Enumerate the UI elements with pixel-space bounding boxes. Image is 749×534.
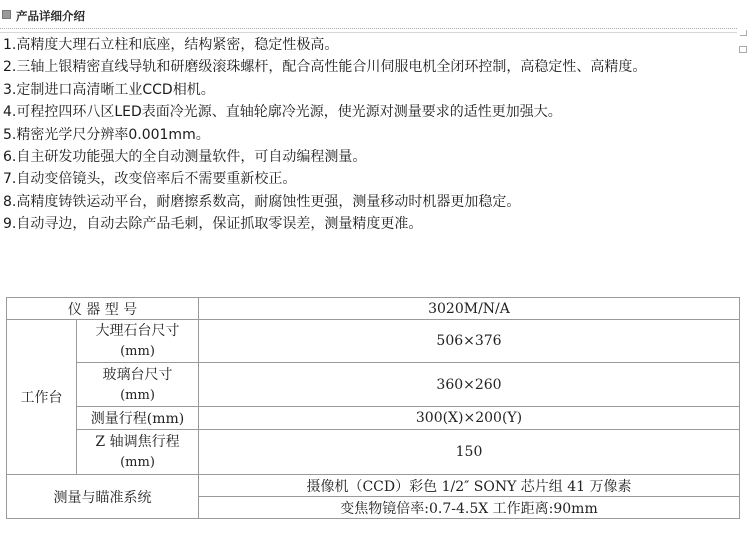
model-value: 3020M/N/A — [199, 298, 740, 320]
marble-size-label-text: 大理石台尺寸 — [95, 323, 180, 339]
feature-item-1: 1.高精度大理石立柱和底座，结构紧密，稳定性极高。 — [3, 37, 339, 53]
header-divider — [0, 28, 737, 29]
table-row — [7, 363, 740, 407]
feature-item-4: 4.可程控四环八区LED表面冷光源、直轴轮廓冷光源，使光源对测量要求的适性更加强大。 — [3, 104, 562, 121]
section-header — [0, 0, 737, 33]
z-travel-unit: (mm) — [120, 455, 155, 470]
travel-value: 300(X)×200(Y) — [199, 407, 740, 430]
section-title: 产品详细介绍 — [16, 9, 85, 23]
glass-size-unit: (mm) — [120, 387, 155, 403]
marble-size-label — [77, 320, 199, 363]
feature-item-5: 5.精密光学尺分辨率0.001mm。 — [3, 126, 210, 143]
table-row — [7, 407, 740, 430]
model-label: 仪 器 型 号 — [7, 298, 199, 320]
feature-item-2: 2.三轴上银精密直线导轨和研磨级滚珠螺杆，配合高性能合川伺服电机全闭环控制，高稳定性、高精度。 — [3, 59, 647, 76]
feature-item-9: 9.自动寻边，自动去除产品毛刺，保证抓取零误差，测量精度更准。 — [3, 216, 423, 233]
travel-label: 测量行程(mm) — [77, 407, 199, 430]
feature-item-3: 3.定制进口高清晰工业CCD相机。 — [3, 81, 215, 98]
z-travel-label-text: Z 轴调焦行程 — [95, 434, 180, 450]
feature-list — [3, 34, 735, 236]
camera-value: 摄像机（CCD）彩色 1/2″ SONY 芯片组 41 万像素 — [199, 475, 740, 497]
table-row — [7, 298, 740, 320]
bullet-square-icon — [2, 10, 11, 19]
table-row — [7, 430, 740, 475]
z-travel-value: 150 — [199, 430, 740, 475]
marble-size-unit: (mm) — [120, 344, 155, 359]
glass-size-label — [77, 363, 199, 407]
worktable-label: 工作台 — [7, 320, 77, 475]
scroll-indicator-icon — [739, 30, 749, 60]
glass-size-label-text: 玻璃台尺寸 — [102, 366, 173, 383]
z-travel-label — [77, 430, 199, 475]
feature-item-8: 8.高精度铸铁运动平台，耐磨擦系数高，耐腐蚀性更强，测量移动时机器更加稳定。 — [3, 193, 521, 210]
feature-item-6: 6.自主研发功能强大的全自动测量软件，可自动编程测量。 — [3, 149, 367, 166]
marble-size-value: 506×376 — [199, 320, 740, 363]
table-row — [7, 320, 740, 363]
glass-size-value: 360×260 — [199, 363, 740, 407]
aim-system-label: 测量与瞄准系统 — [7, 475, 199, 519]
spec-table — [6, 297, 740, 519]
table-row — [7, 475, 740, 497]
lens-value: 变焦物镜倍率:0.7-4.5X 工作距离:90mm — [199, 497, 740, 519]
feature-item-7: 7.自动变倍镜头，改变倍率后不需要重新校正。 — [3, 171, 297, 188]
